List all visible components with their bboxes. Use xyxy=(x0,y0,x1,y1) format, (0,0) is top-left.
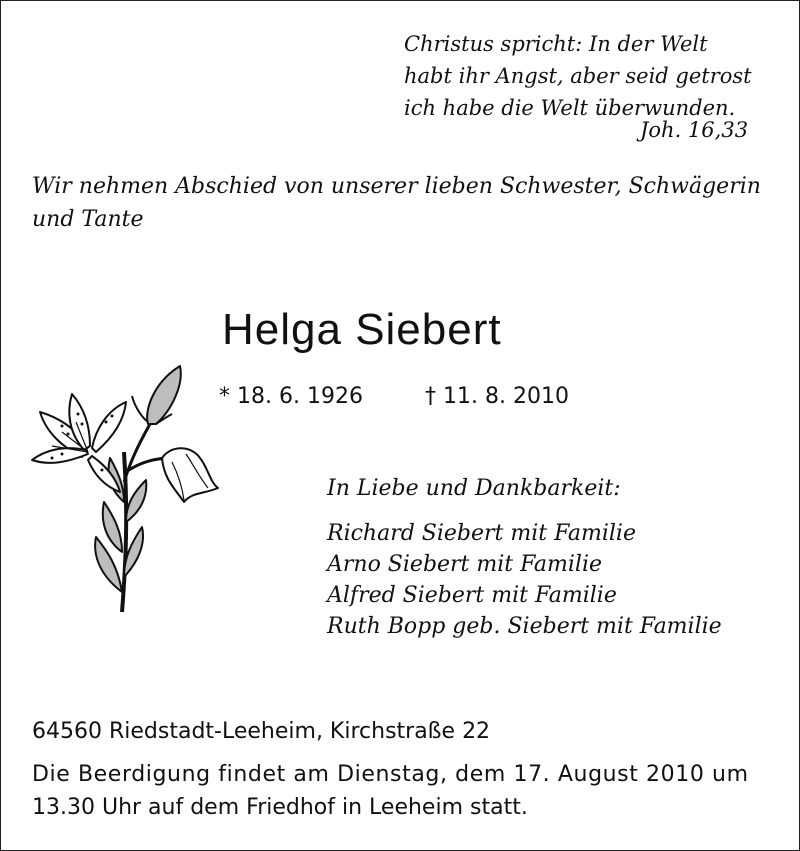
intro-line: und Tante xyxy=(32,207,144,232)
death-date: † 11. 8. 2010 xyxy=(425,384,569,409)
verse-line: Christus spricht: In der Welt xyxy=(404,32,708,56)
address: 64560 Riedstadt-Leeheim, Kirchstraße 22 xyxy=(32,719,491,744)
funeral-info-line: 13.30 Uhr auf dem Friedhof in Leeheim statt. xyxy=(32,795,528,820)
mourner-name: Ruth Bopp geb. Siebert mit Familie xyxy=(327,614,722,639)
intro-line: Wir nehmen Abschied von unserer lieben Schwester, Schwägerin xyxy=(32,174,761,199)
mourner-name: Richard Siebert mit Familie xyxy=(327,521,636,546)
mourner-list xyxy=(327,518,722,642)
funeral-info-line: Die Beerdigung findet am Dienstag, dem 17. August 2010 um xyxy=(32,762,749,787)
birth-date: * 18. 6. 1926 xyxy=(219,384,363,409)
lily-flower-icon xyxy=(22,362,222,622)
mourner-name: Arno Siebert mit Familie xyxy=(327,552,602,577)
thanks-heading: In Liebe und Dankbarkeit: xyxy=(327,476,621,501)
bible-verse xyxy=(404,28,752,124)
mourner-name: Alfred Siebert mit Familie xyxy=(327,583,617,608)
verse-line: habt ihr Angst, aber seid getrost xyxy=(404,64,752,88)
verse-line: ich habe die Welt überwunden. xyxy=(404,96,736,120)
deceased-name: Helga Siebert xyxy=(222,305,502,354)
verse-reference: Joh. 16,33 xyxy=(640,118,749,142)
